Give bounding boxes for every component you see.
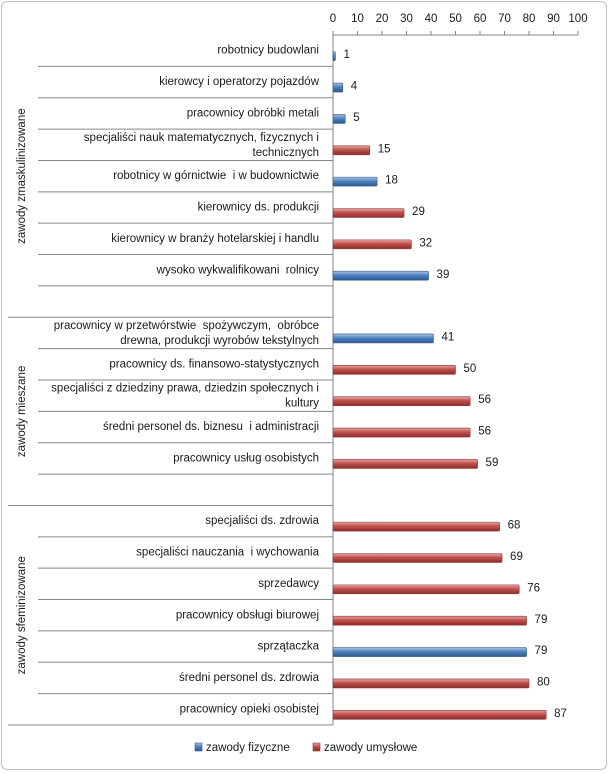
bar[interactable] — [333, 459, 478, 468]
data-label: 79 — [534, 613, 548, 626]
bar[interactable] — [333, 365, 456, 374]
bar[interactable] — [333, 52, 335, 61]
x-tick-label: 50 — [449, 13, 462, 25]
bar[interactable] — [333, 397, 470, 406]
legend-swatch — [313, 743, 320, 751]
data-label: 50 — [463, 362, 477, 375]
category-label: robotnicy budowlani — [217, 44, 319, 57]
x-tick-label: 60 — [473, 13, 487, 25]
data-label: 29 — [412, 206, 425, 219]
data-label: 56 — [478, 394, 491, 407]
bar[interactable] — [333, 710, 546, 719]
bar[interactable] — [333, 177, 377, 186]
bar[interactable] — [333, 209, 404, 218]
category-label: kierownicy w branży hotelarskiej i handlu — [111, 232, 319, 245]
group-label: zawody zmaskulinizowane — [16, 108, 29, 244]
category-label: specjaliści nauk matematycznych, fizycznych i — [83, 131, 319, 144]
data-label: 59 — [485, 456, 499, 469]
category-label: robotnicy w górnictwie i w budownictwie — [113, 170, 319, 183]
category-label: pracownicy obsługi biurowej — [175, 609, 319, 622]
category-label: kierowcy i operatorzy pojazdów — [159, 76, 319, 89]
bar[interactable] — [333, 240, 411, 249]
category-label: sprzątaczka — [257, 640, 319, 653]
bar[interactable] — [333, 616, 527, 625]
data-label: 41 — [441, 331, 455, 344]
category-label: drewna, produkcji wyrobów tekstylnych — [120, 334, 319, 347]
group-label: zawody sfeminizowane — [16, 556, 29, 675]
bar[interactable] — [333, 428, 470, 437]
bar[interactable] — [333, 585, 519, 594]
bar[interactable] — [333, 334, 433, 343]
data-label: 68 — [507, 519, 521, 532]
category-label: specjaliści ds. zdrowia — [205, 515, 319, 528]
category-label: pracownicy opieki osobistej — [179, 703, 319, 716]
legend-label: zawody umysłowe — [324, 742, 418, 755]
category-label: kultury — [285, 397, 319, 410]
x-tick-label: 10 — [351, 13, 364, 25]
bar[interactable] — [333, 648, 527, 657]
category-label: technicznych — [252, 146, 319, 159]
x-tick-label: 90 — [547, 13, 560, 25]
bar[interactable] — [333, 114, 345, 123]
category-label: pracownicy usług osobistych — [173, 452, 319, 465]
category-label: średni personel ds. zdrowia — [179, 671, 319, 684]
bar[interactable] — [333, 522, 500, 531]
data-label: 80 — [537, 676, 550, 689]
x-tick-label: 30 — [400, 13, 413, 25]
category-label: specjaliści z dziedziny prawa, dziedzin społecznych i — [51, 382, 319, 395]
data-label: 76 — [527, 582, 540, 595]
bar[interactable] — [333, 271, 429, 280]
category-label: wysoko wykwalifikowani rolnicy — [156, 264, 319, 277]
bar[interactable] — [333, 679, 529, 688]
category-label: pracownicy ds. finansowo-statystycznych — [109, 358, 319, 371]
x-tick-label: 100 — [568, 13, 588, 25]
category-label: kierownicy ds. produkcji — [197, 201, 319, 214]
x-tick-label: 0 — [329, 13, 337, 25]
data-label: 1 — [343, 49, 350, 62]
bar[interactable] — [333, 554, 502, 563]
data-label: 79 — [534, 645, 548, 658]
data-label: 5 — [353, 111, 360, 124]
category-label: sprzedawcy — [258, 577, 319, 590]
legend-label: zawody fizyczne — [206, 742, 290, 755]
bar[interactable] — [333, 146, 370, 155]
x-tick-label: 70 — [498, 13, 511, 25]
group-label: zawody mieszane — [16, 365, 29, 458]
legend-swatch — [195, 743, 202, 751]
x-tick-label: 20 — [375, 13, 389, 25]
data-label: 56 — [478, 425, 491, 438]
category-label: średni personel ds. biznesu i administracji — [102, 421, 319, 434]
data-label: 18 — [385, 174, 398, 187]
category-label: pracownicy obróbki metali — [186, 107, 319, 120]
x-tick-label: 80 — [522, 13, 536, 25]
bar[interactable] — [333, 83, 343, 92]
data-label: 39 — [436, 268, 450, 281]
x-tick-label: 40 — [424, 13, 438, 25]
data-label: 4 — [350, 80, 358, 93]
data-label: 69 — [510, 551, 523, 564]
category-label: pracownicy w przetwórstwie spożywczym, obróbce — [53, 319, 319, 332]
data-label: 15 — [377, 143, 391, 156]
data-label: 32 — [419, 237, 433, 250]
data-label: 87 — [554, 707, 567, 720]
category-label: specjaliści nauczania i wychowania — [136, 546, 319, 559]
